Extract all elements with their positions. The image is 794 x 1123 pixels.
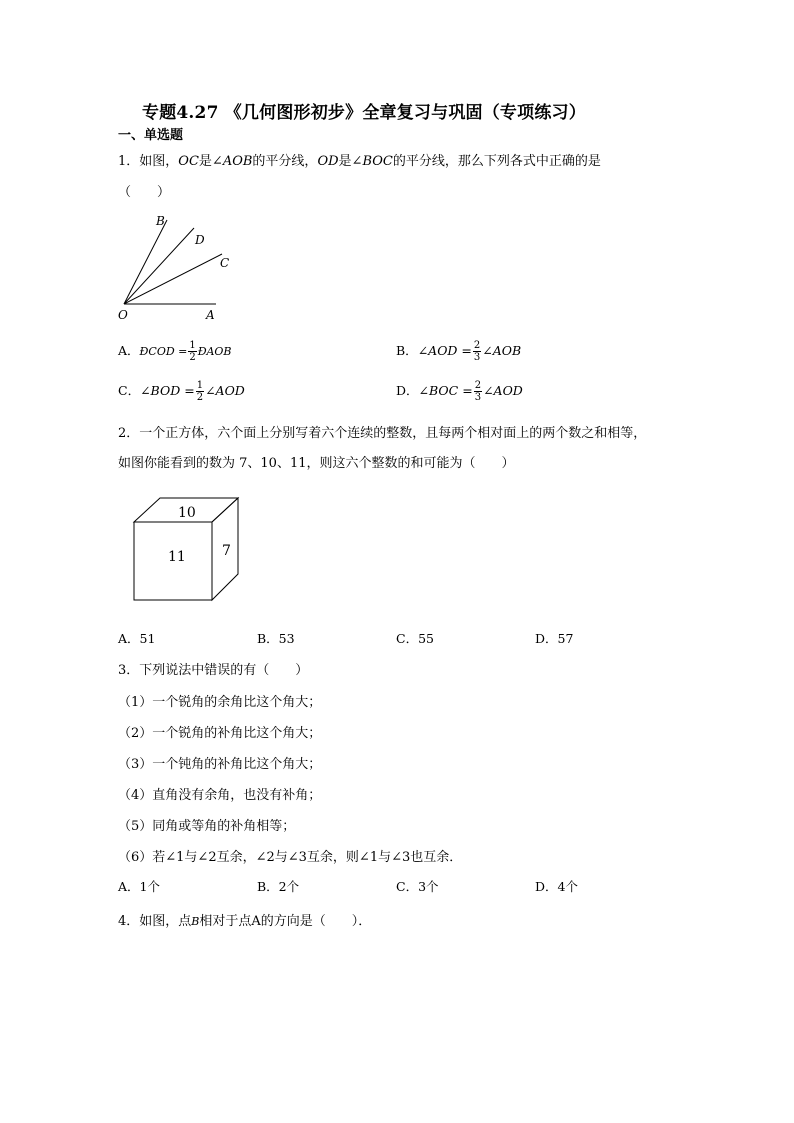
q2-option-c[interactable]: C．55 bbox=[396, 631, 434, 646]
label-c: C bbox=[220, 256, 230, 270]
ray-oc bbox=[124, 254, 222, 304]
section-heading: 一、单选题 bbox=[118, 128, 184, 143]
question-1-stem: 1．如图，OC是∠AOB的平分线，OD是∠BOC的平分线，那么下列各式中正确的是 bbox=[118, 154, 601, 169]
q3-item-1: （1）一个锐角的余角比这个角大； bbox=[118, 695, 322, 710]
q3-item-6: （6）若∠1与∠2互余，∠2与∠3互余，则∠1与∠3也互余． bbox=[118, 850, 463, 865]
cube-top-number: 10 bbox=[178, 505, 196, 521]
q1-option-d[interactable]: D．∠BOC = $\frac{2}{3}$ ∠AOD bbox=[396, 380, 523, 403]
label-a: A bbox=[206, 308, 215, 322]
q3-item-5: （5）同角或等角的补角相等； bbox=[118, 819, 296, 834]
label-b: B bbox=[156, 214, 165, 228]
q3-option-a[interactable]: A．1个 bbox=[118, 879, 160, 894]
label-d: D bbox=[195, 233, 205, 247]
q2-option-d[interactable]: D．57 bbox=[535, 631, 574, 646]
q3-option-b[interactable]: B．2个 bbox=[257, 879, 300, 894]
cube-front-number: 11 bbox=[168, 549, 186, 565]
question-2-line-1: 2．一个正方体，六个面上分别写着六个连续的整数，且每两个相对面上的两个数之和相等， bbox=[118, 426, 647, 441]
ray-ob bbox=[124, 220, 167, 304]
q3-option-c[interactable]: C．3个 bbox=[396, 879, 439, 894]
q1-option-c[interactable]: C．∠BOD = $\frac{1}{2}$ ∠AOD bbox=[118, 380, 245, 403]
angle-figure bbox=[112, 208, 232, 323]
q3-item-3: （3）一个钝角的补角比这个角大； bbox=[118, 757, 322, 772]
cube-figure bbox=[128, 494, 244, 606]
q3-item-2: （2）一个锐角的补角比这个角大； bbox=[118, 726, 322, 741]
q1-option-a[interactable]: A．ÐCOD = $\frac{1}{2}$ ÐAOB bbox=[118, 340, 232, 363]
q2-option-a[interactable]: A．51 bbox=[118, 631, 156, 646]
q1-option-b[interactable]: B．∠AOD = $\frac{2}{3}$ ∠AOB bbox=[396, 340, 522, 363]
page-title: 专题4.27 《几何图形初步》全章复习与巩固（专项练习） bbox=[142, 103, 586, 123]
label-o: O bbox=[118, 308, 128, 322]
question-1-answer-paren: （ ） bbox=[118, 185, 171, 200]
cube-side-number: 7 bbox=[222, 543, 231, 559]
q3-option-d[interactable]: D．4个 bbox=[535, 879, 578, 894]
q3-item-4: （4）直角没有余角，也没有补角； bbox=[118, 788, 322, 803]
question-4-stem: 4．如图，点B相对于点A的方向是（ ）． bbox=[118, 914, 372, 929]
q2-option-b[interactable]: B．53 bbox=[257, 631, 295, 646]
question-2-line-2: 如图你能看到的数为 7、10、11，则这六个整数的和可能为（ ） bbox=[118, 456, 515, 471]
ray-od bbox=[124, 228, 194, 304]
question-3-stem: 3．下列说法中错误的有（ ） bbox=[118, 663, 309, 678]
